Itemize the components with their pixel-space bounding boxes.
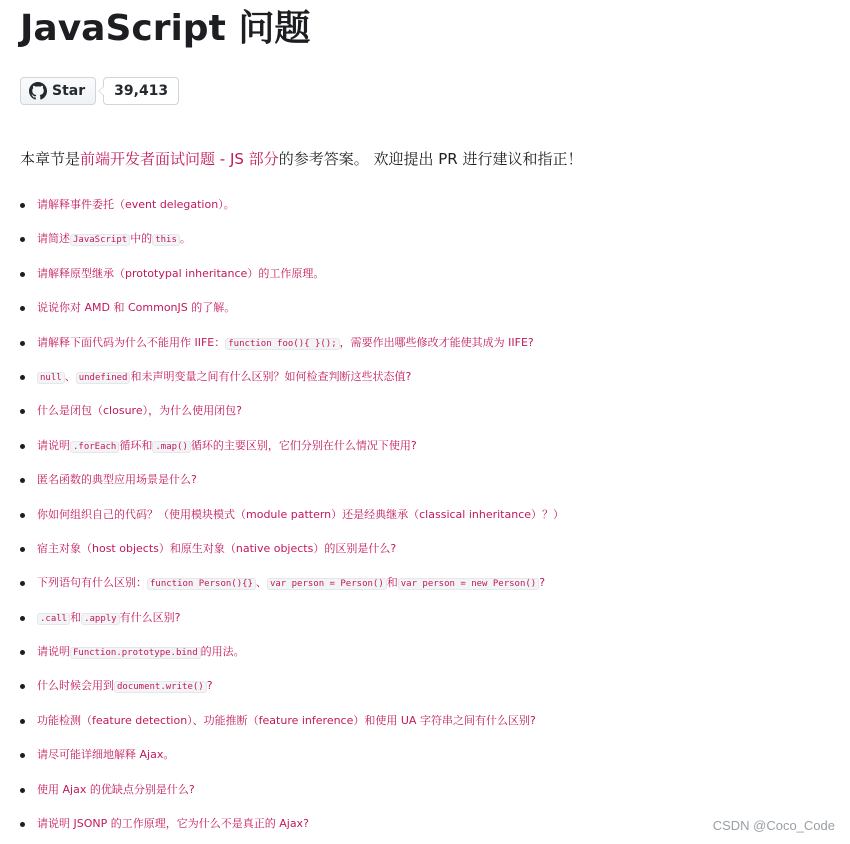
question-item — [20, 639, 840, 673]
question-text: 请简述 — [37, 232, 70, 246]
bullet-icon — [20, 616, 25, 621]
watermark: CSDN @Coco_Code — [712, 818, 835, 833]
inline-code: null — [37, 372, 65, 384]
question-text: 请解释事件委托（event delegation）。 — [37, 198, 235, 211]
question-link[interactable] — [37, 645, 245, 658]
github-icon — [29, 82, 47, 100]
question-link[interactable] — [37, 301, 235, 314]
bullet-icon — [20, 788, 25, 793]
question-link[interactable] — [37, 404, 242, 417]
inline-code: var person = Person() — [267, 578, 387, 590]
question-link[interactable] — [37, 439, 417, 452]
bullet-icon — [20, 581, 25, 586]
question-link[interactable] — [37, 748, 174, 761]
question-item — [20, 364, 840, 398]
question-item — [20, 502, 840, 536]
question-item — [20, 192, 840, 226]
question-link[interactable] — [37, 198, 235, 211]
question-item — [20, 777, 840, 811]
inline-code: .map() — [152, 441, 191, 453]
inline-code: undefined — [76, 372, 131, 384]
question-text: 功能检测（feature detection）、功能推断（feature inference）和使用 UA 字符串之间有什么区别? — [37, 713, 536, 727]
question-text: 请说明 — [37, 645, 70, 659]
question-link[interactable] — [37, 267, 324, 280]
question-item — [20, 570, 840, 604]
inline-code: JavaScript — [70, 234, 130, 246]
question-item — [20, 433, 840, 467]
bullet-icon — [20, 719, 25, 724]
question-link[interactable] — [37, 783, 195, 796]
page-title: JavaScript 问题 — [20, 8, 311, 49]
question-item — [20, 295, 840, 329]
inline-code: .forEach — [70, 441, 119, 453]
question-text: ，需要作出哪些修改才能使其成为 IIFE? — [339, 335, 534, 349]
question-item — [20, 398, 840, 432]
question-item — [20, 536, 840, 570]
question-text: ? — [206, 679, 213, 693]
question-item — [20, 330, 840, 364]
question-text: 请说明 — [37, 438, 70, 452]
question-text: 有什么区别? — [119, 610, 181, 624]
intro-suffix: 的参考答案。 欢迎提出 PR 进行建议和指正！ — [278, 150, 583, 168]
inline-code: function foo(){ }(); — [225, 338, 339, 350]
question-link[interactable] — [37, 370, 411, 383]
question-link[interactable] — [37, 576, 545, 589]
question-text: 什么时候会用到 — [37, 679, 114, 693]
question-link[interactable] — [37, 336, 534, 349]
question-text: 和未声明变量之间有什么区别？如何检查判断这些状态值? — [130, 369, 412, 383]
question-text: 请解释原型继承（prototypal inheritance）的工作原理。 — [37, 266, 325, 280]
question-item — [20, 261, 840, 295]
question-text: 中的 — [130, 232, 153, 246]
question-link[interactable] — [37, 473, 197, 486]
question-item — [20, 467, 840, 501]
question-item — [20, 742, 840, 776]
question-text: 、 — [64, 369, 76, 383]
question-text: 说说你对 AMD 和 CommonJS 的了解。 — [37, 301, 236, 315]
star-label: Star — [52, 83, 86, 99]
bullet-icon — [20, 203, 25, 208]
inline-code: Function.prototype.bind — [70, 647, 201, 659]
inline-code: function Person(){} — [147, 578, 256, 590]
question-text: 循环的主要区别，它们分别在什么情况下使用? — [190, 438, 417, 452]
question-text: ? — [539, 576, 546, 590]
bullet-icon — [20, 272, 25, 277]
question-item — [20, 605, 840, 639]
question-text: 宿主对象（host objects）和原生对象（native objects）的区别是什么? — [37, 541, 397, 555]
question-text: 什么是闭包（closure），为什么使用闭包? — [37, 404, 242, 418]
question-item — [20, 226, 840, 260]
intro-prefix: 本章节是 — [20, 150, 81, 168]
inline-code: .call — [37, 613, 70, 625]
question-text: 请尽可能详细地解释 Ajax。 — [37, 748, 175, 762]
intro-link[interactable]: 前端开发者面试问题 - JS 部分 — [80, 150, 279, 168]
inline-code: this — [152, 234, 180, 246]
question-text: 使用 Ajax 的优缺点分别是什么? — [37, 782, 195, 796]
inline-code: var person = new Person() — [398, 578, 539, 590]
question-item — [20, 673, 840, 707]
question-text: 匿名函数的典型应用场景是什么? — [37, 473, 197, 487]
intro-paragraph — [20, 147, 582, 171]
bullet-icon — [20, 753, 25, 758]
bullet-icon — [20, 237, 25, 242]
bullet-icon — [20, 684, 25, 689]
question-text: 、 — [255, 576, 267, 590]
question-text: 的用法。 — [200, 645, 245, 659]
bullet-icon — [20, 650, 25, 655]
star-button[interactable] — [20, 77, 96, 105]
question-text: 循环和 — [119, 438, 153, 452]
bullet-icon — [20, 444, 25, 449]
question-link[interactable] — [37, 714, 536, 727]
question-link[interactable] — [37, 679, 213, 692]
question-link[interactable] — [37, 232, 191, 245]
question-link[interactable] — [37, 508, 564, 521]
question-link[interactable] — [37, 817, 309, 830]
bullet-icon — [20, 375, 25, 380]
question-text: 和 — [386, 576, 398, 590]
question-list — [20, 192, 840, 844]
bullet-icon — [20, 513, 25, 518]
question-link[interactable] — [37, 542, 396, 555]
question-link[interactable] — [37, 611, 180, 624]
star-count[interactable]: 39,413 — [103, 77, 179, 105]
bullet-icon — [20, 547, 25, 552]
bullet-icon — [20, 306, 25, 311]
inline-code: document.write() — [114, 681, 207, 693]
github-star-widget — [20, 76, 179, 106]
inline-code: .apply — [81, 613, 120, 625]
question-text: 请说明 JSONP 的工作原理，它为什么不是真正的 Ajax? — [37, 817, 309, 831]
question-text: 下列语句有什么区别： — [37, 576, 147, 590]
question-text: 请解释下面代码为什么不能用作 IIFE： — [37, 335, 226, 349]
question-text: 。 — [179, 232, 191, 246]
question-text: 和 — [70, 610, 82, 624]
bullet-icon — [20, 478, 25, 483]
question-text: 你如何组织自己的代码？（使用模块模式（module pattern）还是经典继承（classical inheritance）？） — [37, 507, 565, 521]
bullet-icon — [20, 409, 25, 414]
question-item — [20, 708, 840, 742]
bullet-icon — [20, 822, 25, 827]
bullet-icon — [20, 341, 25, 346]
